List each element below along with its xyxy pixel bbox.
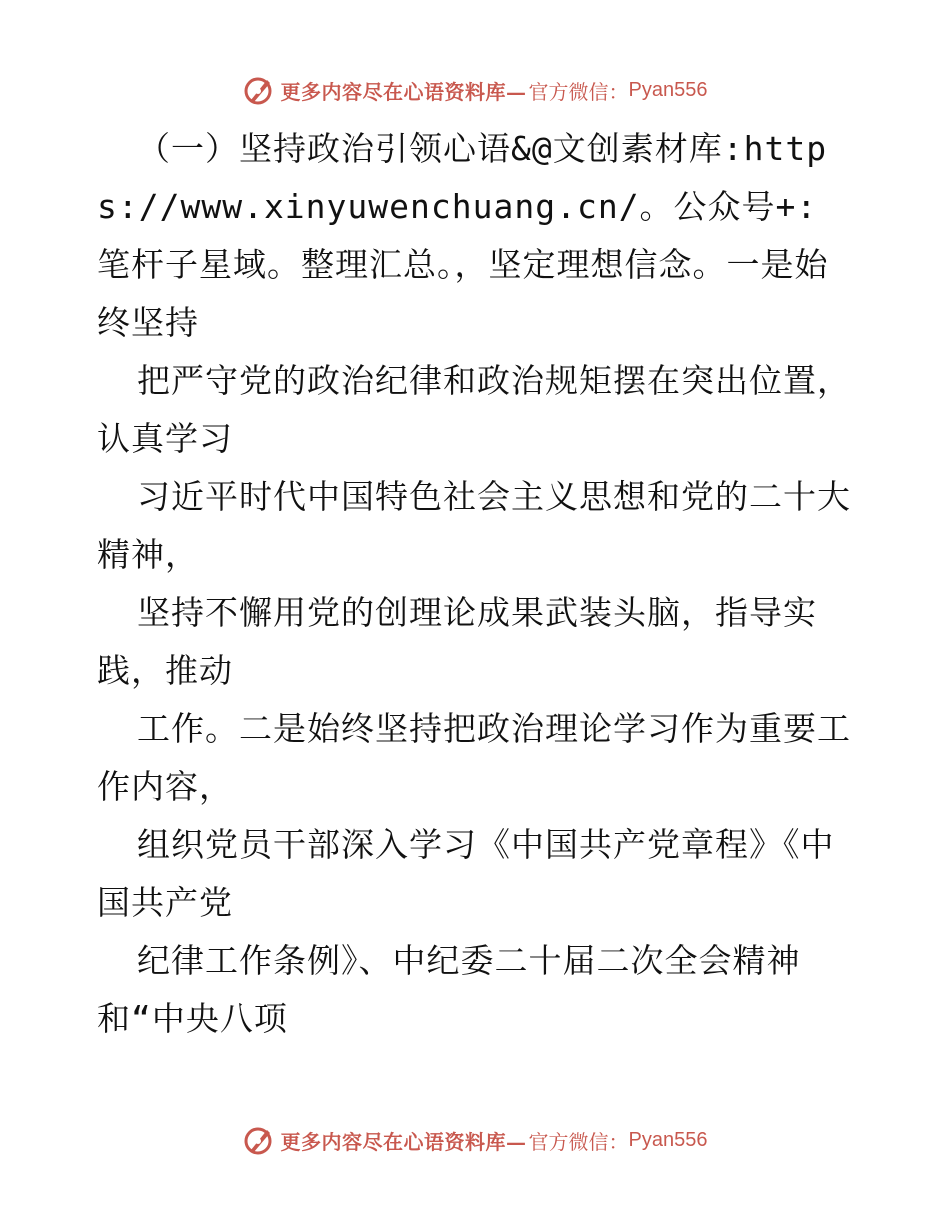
header-banner bbox=[0, 70, 950, 110]
promo-text: 更多内容尽在心语资料库— bbox=[280, 1129, 527, 1154]
paragraph-3: 习近平时代中国特色社会主义思想和党的二十大精神， bbox=[97, 477, 851, 574]
paragraph-2: 把严守党的政治纪律和政治规矩摆在突出位置，认真学习 bbox=[97, 361, 851, 458]
quill-circle-icon bbox=[243, 74, 275, 106]
quill-circle-icon bbox=[243, 1124, 275, 1156]
paragraph-4: 坚持不懈用党的创理论成果武装头脑，指导实践，推动 bbox=[97, 593, 817, 690]
paragraph-1: （一）坚持政治引领心语&@文创素材库:https://www.xinyuwenchuang.cn/。公众号+: 笔杆子星域。整理汇总。，坚定理想信念。一是始终坚持 bbox=[97, 129, 829, 342]
wechat-label: 官方微信： bbox=[528, 1129, 629, 1154]
paragraph-5: 工作。二是始终坚持把政治理论学习作为重要工作内容， bbox=[97, 709, 851, 806]
promo-text: 更多内容尽在心语资料库— bbox=[280, 79, 527, 104]
paragraph-7: 纪律工作条例》、中纪委二十届二次全会精神和“中央八项 bbox=[97, 941, 801, 1038]
paragraph-6: 组织党员干部深入学习《中国共产党章程》《中国共产党 bbox=[97, 825, 835, 922]
wechat-id: Pyan556 bbox=[628, 78, 708, 101]
wechat-id: Pyan556 bbox=[628, 1128, 708, 1151]
wechat-label: 官方微信： bbox=[528, 79, 629, 104]
document-body bbox=[97, 120, 857, 1048]
footer-banner bbox=[0, 1120, 950, 1160]
